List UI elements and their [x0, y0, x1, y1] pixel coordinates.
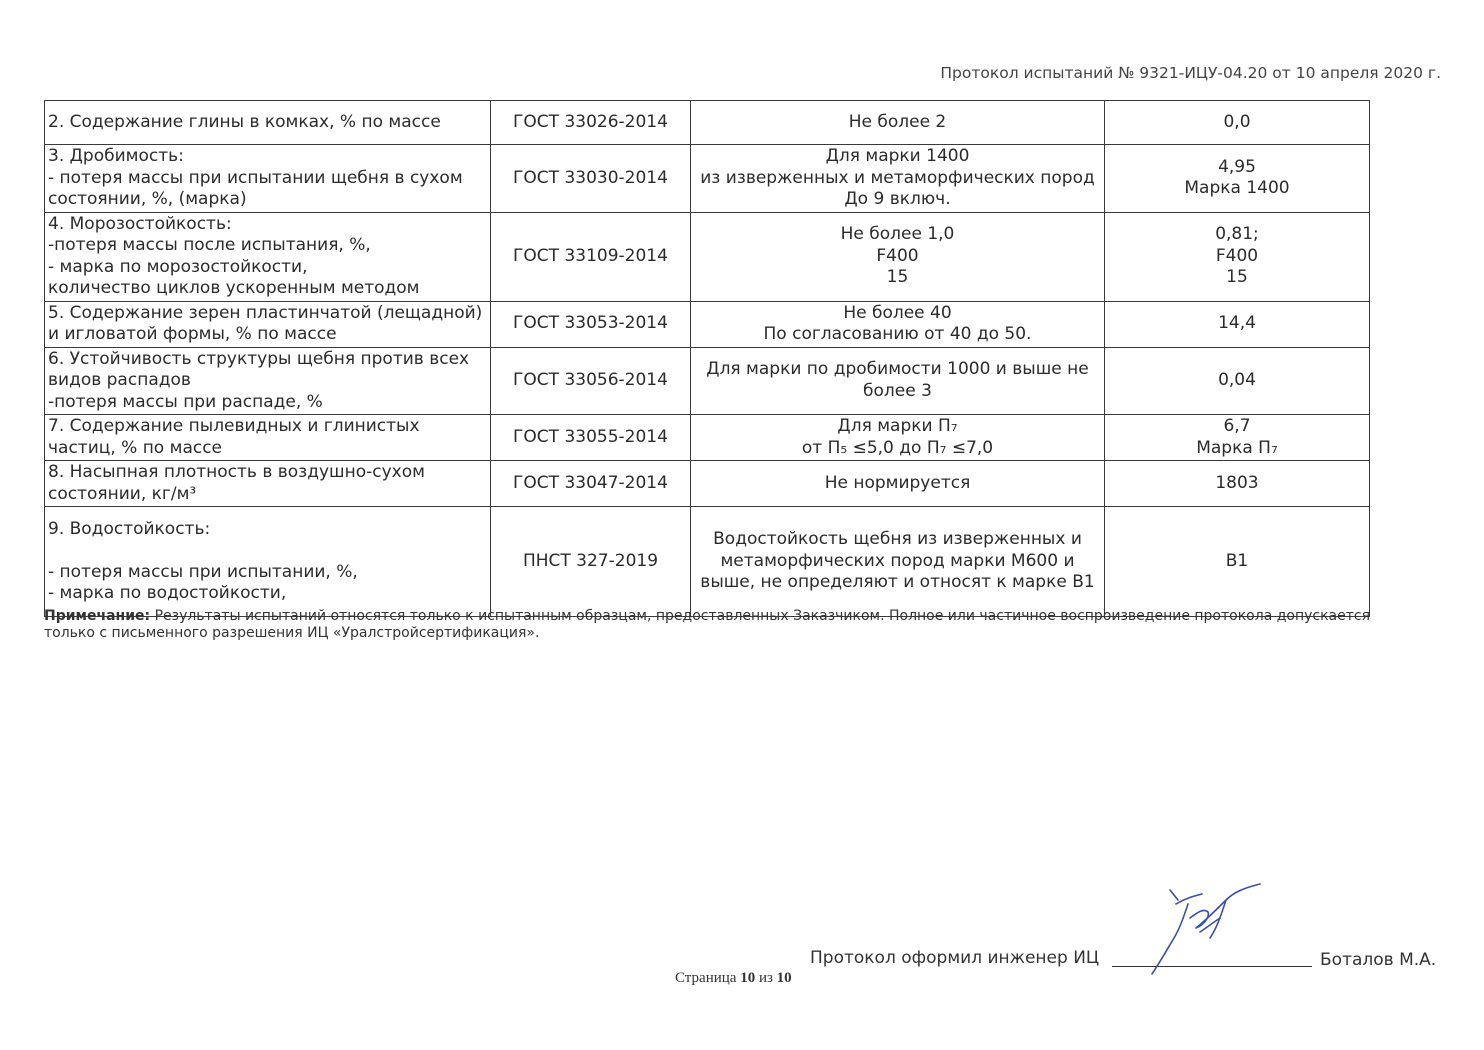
parameter-cell: 6. Устойчивость структуры щебня против всех видов распадов -потеря массы при распаде, %: [45, 347, 491, 415]
note-text: Результаты испытаний относятся только к испытанным образцам, предоставленных Заказчиком. Полное или частичное воспроизведение протокола допускается только с письменного разрешения ИЦ «Уралстройсертификация».: [44, 608, 1371, 641]
standard-cell: ГОСТ 33030-2014: [491, 145, 691, 213]
table-row: [45, 507, 1370, 617]
requirement-cell: Для марки по дробимости 1000 и выше не более 3: [691, 347, 1105, 415]
table-row: [45, 347, 1370, 415]
result-cell: 4,95 Марка 1400: [1105, 145, 1370, 213]
page-total: 10: [776, 970, 792, 986]
result-cell: 0,0: [1105, 101, 1370, 145]
standard-cell: ГОСТ 33055-2014: [491, 415, 691, 461]
results-table: [44, 100, 1370, 617]
result-cell: 0,04: [1105, 347, 1370, 415]
engineer-name: Боталов М.А.: [1320, 950, 1437, 970]
requirement-cell: Для марки 1400 из изверженных и метаморфических пород До 9 включ.: [691, 145, 1105, 213]
standard-cell: ГОСТ 33026-2014: [491, 101, 691, 145]
table-row: [45, 212, 1370, 301]
parameter-cell: 2. Содержание глины в комках, % по массе: [45, 101, 491, 145]
table-row: [45, 415, 1370, 461]
page-separator: из: [758, 970, 773, 986]
requirement-cell: Не нормируется: [691, 461, 1105, 507]
result-cell: 1803: [1105, 461, 1370, 507]
standard-cell: ГОСТ 33053-2014: [491, 301, 691, 347]
page-number: [675, 970, 792, 987]
requirement-cell: Не более 40 По согласованию от 40 до 50.: [691, 301, 1105, 347]
parameter-cell: 3. Дробимость: - потеря массы при испытании щебня в сухом состоянии, %, (марка): [45, 145, 491, 213]
result-cell: В1: [1105, 507, 1370, 617]
result-cell: 6,7 Марка П₇: [1105, 415, 1370, 461]
note: [44, 608, 1374, 642]
parameter-cell: 9. Водостойкость: - потеря массы при испытании, %, - марка по водостойкости,: [45, 507, 491, 617]
parameter-cell: 8. Насыпная плотность в воздушно-сухом состоянии, кг/м³: [45, 461, 491, 507]
standard-cell: ПНСТ 327-2019: [491, 507, 691, 617]
parameter-cell: 4. Морозостойкость: -потеря массы после испытания, %, - марка по морозостойкости, количество циклов ускоренным методом: [45, 212, 491, 301]
table-row: [45, 145, 1370, 213]
result-cell: 0,81; F400 15: [1105, 212, 1370, 301]
standard-cell: ГОСТ 33047-2014: [491, 461, 691, 507]
table-row: [45, 101, 1370, 145]
handwritten-signature: [1130, 882, 1270, 982]
parameter-cell: 7. Содержание пылевидных и глинистых частиц, % по массе: [45, 415, 491, 461]
requirement-cell: Для марки П₇ от П₅ ≤5,0 до П₇ ≤7,0: [691, 415, 1105, 461]
requirement-cell: Не более 2: [691, 101, 1105, 145]
requirement-cell: Не более 1,0 F400 15: [691, 212, 1105, 301]
table-row: [45, 301, 1370, 347]
standard-cell: ГОСТ 33056-2014: [491, 347, 691, 415]
note-label: Примечание:: [44, 608, 151, 624]
protocol-header: Протокол испытаний № 9321-ИЦУ-04.20 от 10 апреля 2020 г.: [940, 64, 1441, 82]
signature-caption: Протокол оформил инженер ИЦ: [810, 948, 1100, 968]
standard-cell: ГОСТ 33109-2014: [491, 212, 691, 301]
page-label: Страница: [675, 970, 737, 986]
parameter-cell: 5. Содержание зерен пластинчатой (лещадной) и игловатой формы, % по массе: [45, 301, 491, 347]
result-cell: 14,4: [1105, 301, 1370, 347]
page-current: 10: [740, 970, 756, 986]
table-row: [45, 461, 1370, 507]
requirement-cell: Водостойкость щебня из изверженных и метаморфических пород марки М600 и выше, не определяют и относят к марке В1: [691, 507, 1105, 617]
